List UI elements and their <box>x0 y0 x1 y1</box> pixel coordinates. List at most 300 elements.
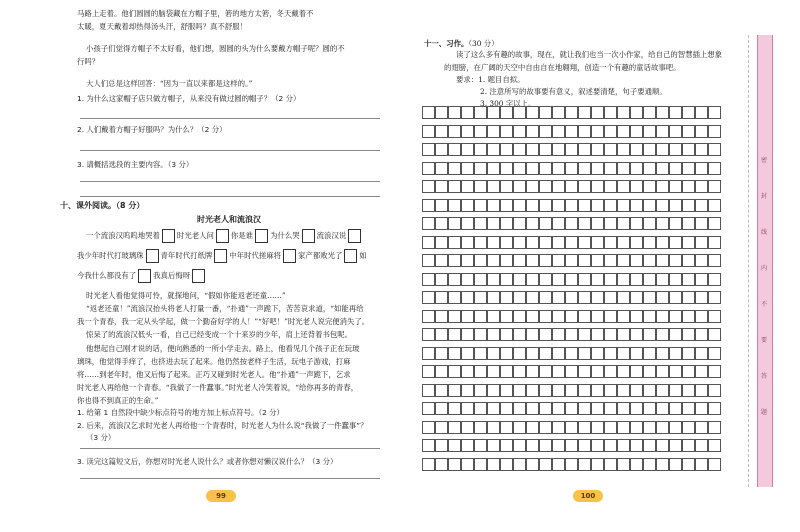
writing-cell[interactable] <box>565 125 578 138</box>
writing-cell[interactable] <box>669 439 682 452</box>
writing-cell[interactable] <box>695 310 708 323</box>
writing-cell[interactable] <box>461 347 474 360</box>
writing-cell[interactable] <box>435 143 448 156</box>
writing-cell[interactable] <box>578 199 591 212</box>
writing-cell[interactable] <box>604 162 617 175</box>
writing-cell[interactable] <box>617 180 630 193</box>
writing-cell[interactable] <box>617 402 630 415</box>
writing-cell[interactable] <box>539 310 552 323</box>
writing-cell[interactable] <box>617 273 630 286</box>
writing-cell[interactable] <box>591 162 604 175</box>
writing-cell[interactable] <box>669 217 682 230</box>
writing-cell[interactable] <box>461 458 474 471</box>
writing-cell[interactable] <box>513 125 526 138</box>
writing-cell[interactable] <box>552 347 565 360</box>
writing-cell[interactable] <box>604 180 617 193</box>
writing-cell[interactable] <box>708 273 721 286</box>
writing-cell[interactable] <box>656 254 669 267</box>
writing-cell[interactable] <box>630 254 643 267</box>
writing-cell[interactable] <box>474 384 487 397</box>
writing-cell[interactable] <box>708 310 721 323</box>
writing-cell[interactable] <box>630 180 643 193</box>
writing-cell[interactable] <box>513 347 526 360</box>
writing-cell[interactable] <box>513 180 526 193</box>
writing-cell[interactable] <box>513 143 526 156</box>
punctuation-box[interactable] <box>255 229 268 243</box>
writing-cell[interactable] <box>487 439 500 452</box>
writing-cell[interactable] <box>487 291 500 304</box>
writing-cell[interactable] <box>474 402 487 415</box>
writing-cell[interactable] <box>500 384 513 397</box>
punctuation-box[interactable] <box>344 249 357 263</box>
writing-cell[interactable] <box>435 125 448 138</box>
writing-cell[interactable] <box>630 439 643 452</box>
writing-cell[interactable] <box>474 199 487 212</box>
writing-cell[interactable] <box>539 254 552 267</box>
writing-cell[interactable] <box>695 347 708 360</box>
writing-cell[interactable] <box>643 421 656 434</box>
writing-cell[interactable] <box>461 365 474 378</box>
writing-cell[interactable] <box>669 162 682 175</box>
writing-cell[interactable] <box>669 291 682 304</box>
writing-cell[interactable] <box>539 384 552 397</box>
writing-cell[interactable] <box>656 310 669 323</box>
writing-cell[interactable] <box>669 273 682 286</box>
writing-cell[interactable] <box>448 125 461 138</box>
writing-cell[interactable] <box>656 328 669 341</box>
writing-cell[interactable] <box>695 291 708 304</box>
writing-cell[interactable] <box>448 402 461 415</box>
writing-cell[interactable] <box>643 291 656 304</box>
writing-cell[interactable] <box>552 217 565 230</box>
writing-cell[interactable] <box>422 143 435 156</box>
writing-cell[interactable] <box>552 106 565 119</box>
writing-cell[interactable] <box>474 273 487 286</box>
writing-cell[interactable] <box>461 273 474 286</box>
writing-cell[interactable] <box>526 217 539 230</box>
writing-cell[interactable] <box>422 180 435 193</box>
writing-cell[interactable] <box>682 273 695 286</box>
writing-cell[interactable] <box>526 236 539 249</box>
writing-cell[interactable] <box>708 143 721 156</box>
writing-cell[interactable] <box>630 106 643 119</box>
writing-cell[interactable] <box>474 125 487 138</box>
writing-cell[interactable] <box>513 439 526 452</box>
punctuation-box[interactable] <box>348 229 361 243</box>
punctuation-box[interactable] <box>162 229 175 243</box>
writing-cell[interactable] <box>695 402 708 415</box>
writing-cell[interactable] <box>552 143 565 156</box>
writing-cell[interactable] <box>539 217 552 230</box>
writing-cell[interactable] <box>565 273 578 286</box>
writing-cell[interactable] <box>708 217 721 230</box>
writing-cell[interactable] <box>500 125 513 138</box>
writing-cell[interactable] <box>539 106 552 119</box>
writing-cell[interactable] <box>435 106 448 119</box>
writing-cell[interactable] <box>669 328 682 341</box>
writing-cell[interactable] <box>617 199 630 212</box>
writing-cell[interactable] <box>643 310 656 323</box>
writing-cell[interactable] <box>539 291 552 304</box>
writing-cell[interactable] <box>617 125 630 138</box>
writing-cell[interactable] <box>539 273 552 286</box>
writing-cell[interactable] <box>591 291 604 304</box>
writing-cell[interactable] <box>630 421 643 434</box>
writing-cell[interactable] <box>422 291 435 304</box>
writing-cell[interactable] <box>591 421 604 434</box>
writing-cell[interactable] <box>435 328 448 341</box>
writing-cell[interactable] <box>552 421 565 434</box>
writing-cell[interactable] <box>669 347 682 360</box>
writing-cell[interactable] <box>617 347 630 360</box>
writing-cell[interactable] <box>500 217 513 230</box>
writing-cell[interactable] <box>539 328 552 341</box>
writing-cell[interactable] <box>643 458 656 471</box>
writing-cell[interactable] <box>565 291 578 304</box>
writing-cell[interactable] <box>526 199 539 212</box>
writing-cell[interactable] <box>643 180 656 193</box>
writing-cell[interactable] <box>487 125 500 138</box>
writing-cell[interactable] <box>448 217 461 230</box>
writing-cell[interactable] <box>513 291 526 304</box>
writing-cell[interactable] <box>513 328 526 341</box>
writing-cell[interactable] <box>630 291 643 304</box>
writing-cell[interactable] <box>708 162 721 175</box>
writing-cell[interactable] <box>526 310 539 323</box>
writing-cell[interactable] <box>656 458 669 471</box>
writing-cell[interactable] <box>708 199 721 212</box>
answer-line[interactable] <box>80 150 380 151</box>
writing-cell[interactable] <box>526 143 539 156</box>
writing-cell[interactable] <box>474 106 487 119</box>
writing-cell[interactable] <box>526 458 539 471</box>
writing-cell[interactable] <box>591 347 604 360</box>
writing-cell[interactable] <box>513 402 526 415</box>
writing-cell[interactable] <box>526 439 539 452</box>
writing-cell[interactable] <box>643 328 656 341</box>
writing-cell[interactable] <box>656 199 669 212</box>
writing-cell[interactable] <box>539 365 552 378</box>
writing-cell[interactable] <box>500 458 513 471</box>
writing-cell[interactable] <box>448 365 461 378</box>
writing-cell[interactable] <box>435 421 448 434</box>
writing-cell[interactable] <box>708 125 721 138</box>
writing-cell[interactable] <box>487 365 500 378</box>
writing-cell[interactable] <box>448 254 461 267</box>
writing-cell[interactable] <box>539 125 552 138</box>
writing-cell[interactable] <box>461 328 474 341</box>
writing-cell[interactable] <box>487 328 500 341</box>
writing-cell[interactable] <box>669 199 682 212</box>
writing-cell[interactable] <box>695 106 708 119</box>
answer-line[interactable] <box>80 478 380 479</box>
writing-cell[interactable] <box>565 347 578 360</box>
writing-cell[interactable] <box>487 347 500 360</box>
writing-cell[interactable] <box>578 384 591 397</box>
writing-cell[interactable] <box>565 384 578 397</box>
writing-cell[interactable] <box>682 439 695 452</box>
writing-cell[interactable] <box>643 162 656 175</box>
writing-cell[interactable] <box>669 365 682 378</box>
writing-cell[interactable] <box>591 273 604 286</box>
writing-cell[interactable] <box>474 236 487 249</box>
writing-cell[interactable] <box>591 328 604 341</box>
writing-cell[interactable] <box>630 143 643 156</box>
writing-cell[interactable] <box>695 254 708 267</box>
writing-cell[interactable] <box>526 347 539 360</box>
writing-cell[interactable] <box>461 143 474 156</box>
writing-cell[interactable] <box>526 291 539 304</box>
writing-cell[interactable] <box>695 236 708 249</box>
writing-cell[interactable] <box>669 421 682 434</box>
writing-cell[interactable] <box>435 162 448 175</box>
writing-cell[interactable] <box>630 199 643 212</box>
writing-cell[interactable] <box>617 384 630 397</box>
writing-cell[interactable] <box>526 125 539 138</box>
writing-cell[interactable] <box>474 365 487 378</box>
writing-cell[interactable] <box>708 421 721 434</box>
answer-line[interactable] <box>80 196 380 197</box>
writing-cell[interactable] <box>604 402 617 415</box>
writing-cell[interactable] <box>617 236 630 249</box>
writing-cell[interactable] <box>617 254 630 267</box>
writing-cell[interactable] <box>695 439 708 452</box>
writing-cell[interactable] <box>422 125 435 138</box>
writing-cell[interactable] <box>474 328 487 341</box>
writing-cell[interactable] <box>552 291 565 304</box>
writing-cell[interactable] <box>448 310 461 323</box>
writing-cell[interactable] <box>669 254 682 267</box>
writing-cell[interactable] <box>695 217 708 230</box>
writing-cell[interactable] <box>669 180 682 193</box>
writing-cell[interactable] <box>552 125 565 138</box>
writing-cell[interactable] <box>422 402 435 415</box>
writing-cell[interactable] <box>682 125 695 138</box>
writing-cell[interactable] <box>539 143 552 156</box>
writing-cell[interactable] <box>513 384 526 397</box>
writing-cell[interactable] <box>591 125 604 138</box>
writing-cell[interactable] <box>656 439 669 452</box>
writing-cell[interactable] <box>435 273 448 286</box>
writing-cell[interactable] <box>682 217 695 230</box>
writing-cell[interactable] <box>643 254 656 267</box>
writing-cell[interactable] <box>422 421 435 434</box>
writing-cell[interactable] <box>656 125 669 138</box>
writing-cell[interactable] <box>461 180 474 193</box>
writing-cell[interactable] <box>682 384 695 397</box>
writing-cell[interactable] <box>604 273 617 286</box>
writing-cell[interactable] <box>422 458 435 471</box>
writing-cell[interactable] <box>526 106 539 119</box>
writing-cell[interactable] <box>539 347 552 360</box>
writing-cell[interactable] <box>578 180 591 193</box>
writing-cell[interactable] <box>695 180 708 193</box>
writing-cell[interactable] <box>500 365 513 378</box>
writing-cell[interactable] <box>682 458 695 471</box>
writing-cell[interactable] <box>487 236 500 249</box>
writing-cell[interactable] <box>565 439 578 452</box>
writing-cell[interactable] <box>552 310 565 323</box>
writing-cell[interactable] <box>669 125 682 138</box>
writing-cell[interactable] <box>526 328 539 341</box>
writing-cell[interactable] <box>604 439 617 452</box>
writing-cell[interactable] <box>656 273 669 286</box>
writing-cell[interactable] <box>461 439 474 452</box>
writing-cell[interactable] <box>565 458 578 471</box>
writing-cell[interactable] <box>435 291 448 304</box>
writing-cell[interactable] <box>591 217 604 230</box>
writing-cell[interactable] <box>630 162 643 175</box>
writing-cell[interactable] <box>552 273 565 286</box>
writing-cell[interactable] <box>513 254 526 267</box>
writing-cell[interactable] <box>604 458 617 471</box>
writing-cell[interactable] <box>565 162 578 175</box>
punctuation-box[interactable] <box>214 249 227 263</box>
writing-cell[interactable] <box>435 402 448 415</box>
writing-cell[interactable] <box>578 273 591 286</box>
writing-cell[interactable] <box>604 217 617 230</box>
writing-cell[interactable] <box>682 236 695 249</box>
writing-cell[interactable] <box>617 458 630 471</box>
writing-cell[interactable] <box>565 254 578 267</box>
writing-cell[interactable] <box>448 458 461 471</box>
writing-cell[interactable] <box>656 384 669 397</box>
writing-cell[interactable] <box>669 402 682 415</box>
writing-cell[interactable] <box>422 199 435 212</box>
writing-cell[interactable] <box>513 365 526 378</box>
writing-cell[interactable] <box>604 236 617 249</box>
writing-cell[interactable] <box>448 199 461 212</box>
writing-cell[interactable] <box>435 384 448 397</box>
writing-cell[interactable] <box>617 328 630 341</box>
writing-cell[interactable] <box>435 347 448 360</box>
writing-cell[interactable] <box>500 421 513 434</box>
writing-cell[interactable] <box>435 199 448 212</box>
writing-cell[interactable] <box>539 421 552 434</box>
writing-cell[interactable] <box>474 439 487 452</box>
writing-cell[interactable] <box>435 310 448 323</box>
writing-cell[interactable] <box>591 236 604 249</box>
writing-cell[interactable] <box>500 162 513 175</box>
writing-cell[interactable] <box>682 162 695 175</box>
writing-cell[interactable] <box>656 180 669 193</box>
writing-cell[interactable] <box>578 106 591 119</box>
writing-cell[interactable] <box>669 310 682 323</box>
writing-cell[interactable] <box>630 236 643 249</box>
writing-cell[interactable] <box>461 125 474 138</box>
writing-cell[interactable] <box>617 106 630 119</box>
writing-cell[interactable] <box>552 236 565 249</box>
punctuation-box[interactable] <box>192 269 205 283</box>
writing-cell[interactable] <box>487 273 500 286</box>
writing-cell[interactable] <box>448 384 461 397</box>
writing-cell[interactable] <box>435 180 448 193</box>
writing-cell[interactable] <box>591 143 604 156</box>
writing-cell[interactable] <box>578 402 591 415</box>
writing-cell[interactable] <box>565 199 578 212</box>
writing-cell[interactable] <box>565 310 578 323</box>
writing-cell[interactable] <box>604 347 617 360</box>
writing-cell[interactable] <box>630 217 643 230</box>
writing-cell[interactable] <box>526 365 539 378</box>
writing-cell[interactable] <box>461 384 474 397</box>
writing-cell[interactable] <box>461 106 474 119</box>
punctuation-box[interactable] <box>138 269 151 283</box>
writing-cell[interactable] <box>630 273 643 286</box>
writing-cell[interactable] <box>422 217 435 230</box>
writing-cell[interactable] <box>500 143 513 156</box>
writing-cell[interactable] <box>461 310 474 323</box>
writing-cell[interactable] <box>422 310 435 323</box>
writing-cell[interactable] <box>643 273 656 286</box>
writing-cell[interactable] <box>552 402 565 415</box>
writing-cell[interactable] <box>513 421 526 434</box>
writing-cell[interactable] <box>539 439 552 452</box>
writing-cell[interactable] <box>474 458 487 471</box>
writing-cell[interactable] <box>643 384 656 397</box>
writing-cell[interactable] <box>513 162 526 175</box>
writing-cell[interactable] <box>552 439 565 452</box>
writing-cell[interactable] <box>578 347 591 360</box>
writing-cell[interactable] <box>669 106 682 119</box>
writing-cell[interactable] <box>682 106 695 119</box>
writing-cell[interactable] <box>591 310 604 323</box>
writing-cell[interactable] <box>578 421 591 434</box>
writing-cell[interactable] <box>526 421 539 434</box>
writing-cell[interactable] <box>708 347 721 360</box>
writing-cell[interactable] <box>474 254 487 267</box>
writing-cell[interactable] <box>604 421 617 434</box>
answer-line[interactable] <box>80 448 380 449</box>
writing-cell[interactable] <box>487 254 500 267</box>
writing-cell[interactable] <box>682 254 695 267</box>
writing-cell[interactable] <box>578 328 591 341</box>
writing-grid[interactable] <box>422 106 721 471</box>
writing-cell[interactable] <box>643 217 656 230</box>
writing-cell[interactable] <box>643 106 656 119</box>
writing-cell[interactable] <box>487 217 500 230</box>
writing-cell[interactable] <box>461 254 474 267</box>
writing-cell[interactable] <box>630 328 643 341</box>
writing-cell[interactable] <box>435 439 448 452</box>
writing-cell[interactable] <box>552 365 565 378</box>
writing-cell[interactable] <box>539 180 552 193</box>
writing-cell[interactable] <box>682 347 695 360</box>
writing-cell[interactable] <box>435 254 448 267</box>
writing-cell[interactable] <box>513 199 526 212</box>
writing-cell[interactable] <box>513 106 526 119</box>
writing-cell[interactable] <box>422 273 435 286</box>
writing-cell[interactable] <box>591 384 604 397</box>
writing-cell[interactable] <box>604 365 617 378</box>
writing-cell[interactable] <box>474 143 487 156</box>
writing-cell[interactable] <box>487 384 500 397</box>
writing-cell[interactable] <box>552 458 565 471</box>
writing-cell[interactable] <box>708 402 721 415</box>
writing-cell[interactable] <box>656 236 669 249</box>
writing-cell[interactable] <box>617 421 630 434</box>
writing-cell[interactable] <box>448 162 461 175</box>
writing-cell[interactable] <box>578 291 591 304</box>
writing-cell[interactable] <box>552 162 565 175</box>
punctuation-box[interactable] <box>302 229 315 243</box>
writing-cell[interactable] <box>448 328 461 341</box>
writing-cell[interactable] <box>656 421 669 434</box>
writing-cell[interactable] <box>435 236 448 249</box>
writing-cell[interactable] <box>591 180 604 193</box>
writing-cell[interactable] <box>565 328 578 341</box>
writing-cell[interactable] <box>474 310 487 323</box>
